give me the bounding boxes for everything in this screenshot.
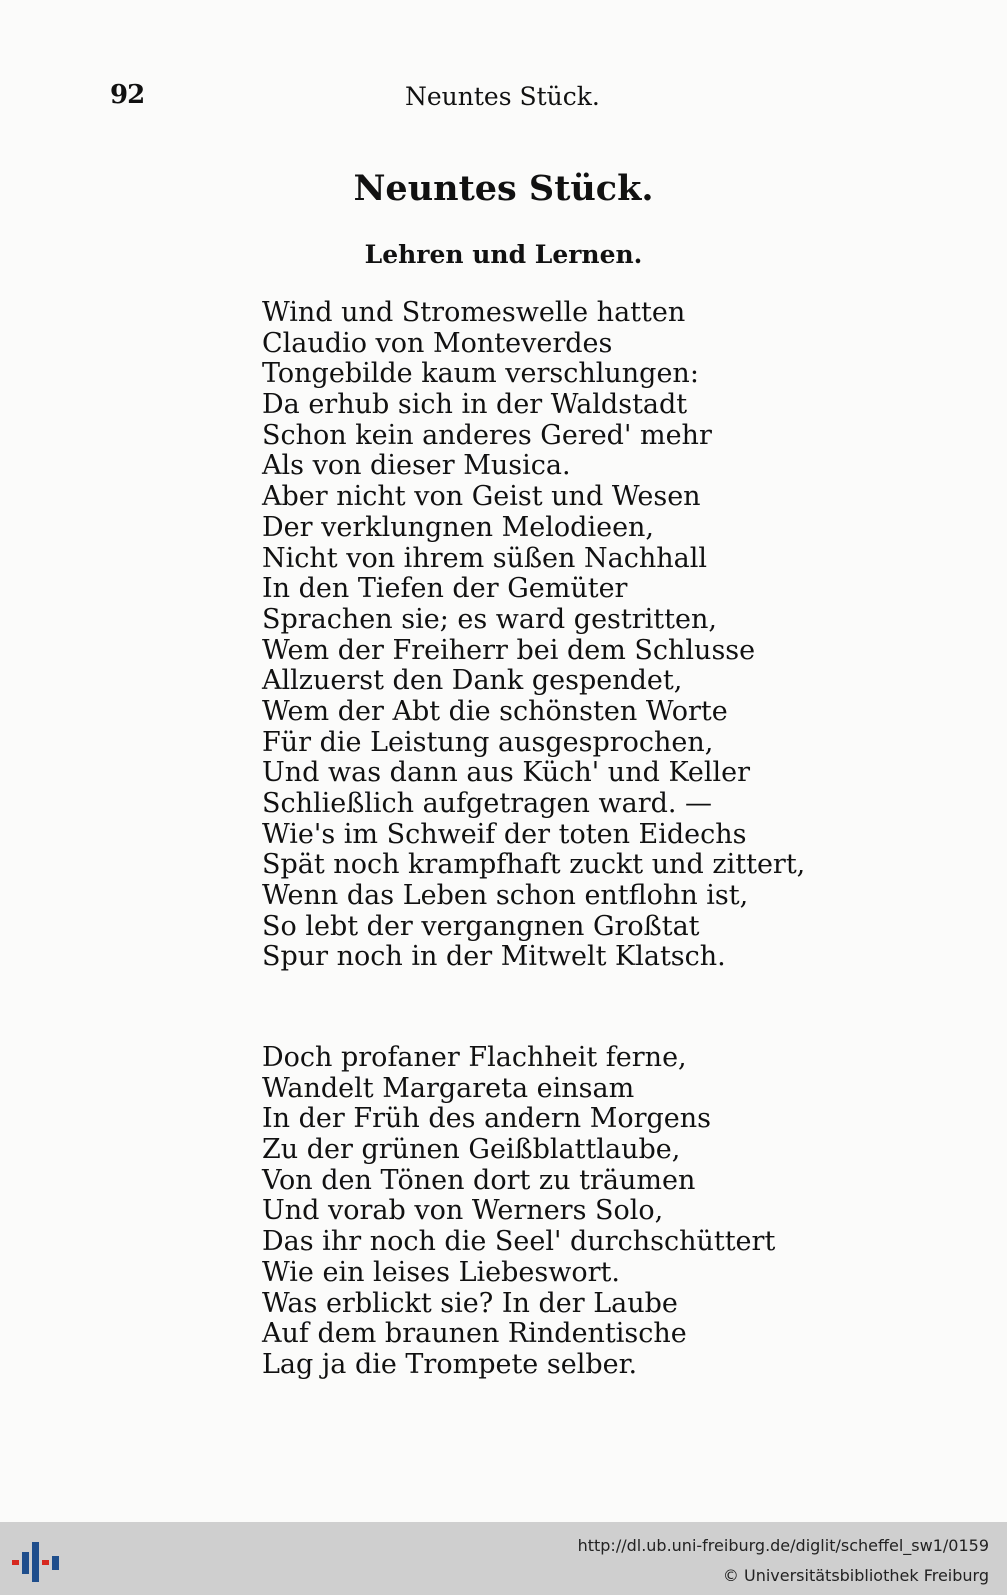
verse-line: In der Früh des andern Morgens	[262, 1103, 712, 1135]
verse-line: Wenn das Leben schon entflohn ist,	[262, 880, 749, 912]
verse-line: Tongebilde kaum verschlungen:	[262, 358, 699, 390]
verse-line: Wind und Stromeswelle hatten	[262, 297, 686, 328]
verse-line: Wem der Freiherr bei dem Schlusse	[262, 634, 756, 666]
verse-line: Wandelt Margareta einsam	[262, 1072, 635, 1104]
verse-line: Doch profaner Flachheit ferne,	[262, 1042, 687, 1073]
verse-line: So lebt der vergangnen Großtat	[262, 910, 700, 942]
verse-line: Da erhub sich in der Waldstadt	[262, 389, 688, 421]
verse-line: Auf dem braunen Rindentische	[262, 1318, 687, 1350]
poem-stanza-2	[262, 1043, 775, 1381]
verse-line: Der verklungnen Melodieen,	[262, 511, 655, 543]
verse-line: Was erblickt sie? In der Laube	[262, 1287, 678, 1319]
poem-stanza-1	[262, 298, 805, 973]
verse-line: Spur noch in der Mitwelt Klatsch.	[262, 941, 726, 973]
page-number: 92	[110, 80, 145, 110]
verse-line: Sprachen sie; es ward gestritten,	[262, 603, 717, 635]
verse-line: Von den Tönen dort zu träumen	[262, 1164, 696, 1196]
verse-line: Lag ja die Trompete selber.	[262, 1348, 638, 1380]
verse-line: Aber nicht von Geist und Wesen	[262, 481, 701, 513]
running-head: Neuntes Stück.	[405, 82, 600, 111]
verse-line: Und was dann aus Küch' und Keller	[262, 757, 751, 789]
verse-line: Claudio von Monteverdes	[262, 327, 613, 359]
verse-line: Wem der Abt die schönsten Worte	[262, 695, 728, 727]
verse-line: Für die Leistung ausgesprochen,	[262, 726, 714, 758]
viewer-footer	[0, 1522, 1007, 1595]
verse-line: Spät noch krampfhaft zuckt und zittert,	[262, 849, 806, 881]
verse-line: Nicht von ihrem süßen Nachhall	[262, 542, 707, 574]
permalink-url[interactable]: http://dl.ub.uni-freiburg.de/diglit/scheffel_sw1/0159	[577, 1536, 989, 1555]
verse-line: Zu der grünen Geißblattlaube,	[262, 1134, 681, 1166]
verse-line: Als von dieser Musica.	[262, 450, 571, 482]
verse-line: Wie ein leises Liebeswort.	[262, 1256, 620, 1288]
copyright-notice: © Universitätsbibliothek Freiburg	[722, 1566, 989, 1585]
verse-line: Allzuerst den Dank gespendet,	[262, 665, 683, 697]
ub-freiburg-logo-icon[interactable]	[10, 1538, 66, 1582]
verse-line: Schließlich aufgetragen ward. —	[262, 788, 713, 819]
chapter-subtitle: Lehren und Lernen.	[364, 240, 643, 269]
verse-line: Schon kein anderes Gered' mehr	[262, 419, 712, 451]
verse-line: Das ihr noch die Seel' durchschüttert	[262, 1226, 776, 1258]
verse-line: In den Tiefen der Gemüter	[262, 573, 628, 605]
verse-line: Wie's im Schweif der toten Eidechs	[262, 818, 747, 850]
chapter-title: Neuntes Stück.	[353, 168, 654, 209]
verse-line: Und vorab von Werners Solo,	[262, 1195, 664, 1227]
